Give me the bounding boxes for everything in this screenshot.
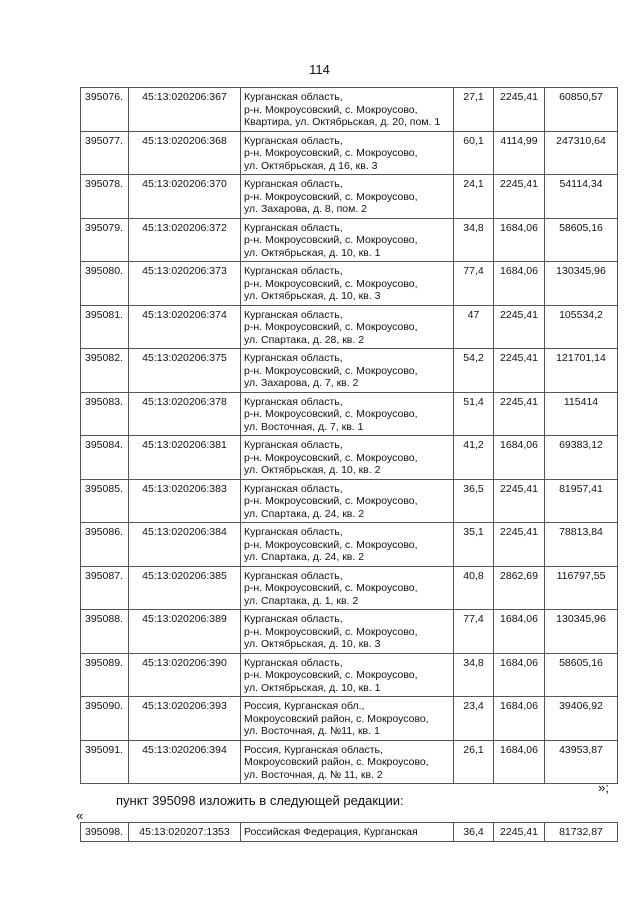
- area: 36,4: [454, 823, 494, 842]
- total-value: 121701,14: [545, 349, 618, 393]
- total-value: 43953,87: [545, 740, 618, 784]
- area: 41,2: [454, 436, 494, 480]
- address-line: р-н. Мокроусовский, с. Мокроусово,: [244, 451, 418, 464]
- address-line: ул. Октябрьская, д. 10, кв. 3: [244, 638, 381, 650]
- unit-price: 1684,06: [494, 697, 545, 741]
- total-value: 54114,34: [545, 175, 618, 219]
- address-line: р-н. Мокроусовский, с. Мокроусово,: [244, 321, 418, 333]
- area: 26,1: [454, 740, 494, 784]
- address: [241, 436, 454, 480]
- address: [241, 697, 454, 741]
- cadastral-number: 45:13:020206:368: [129, 131, 241, 175]
- total-value: 81957,41: [545, 479, 618, 523]
- cadastral-number: 45:13:020206:383: [129, 479, 241, 523]
- cadastral-number: 45:13:020206:372: [129, 218, 241, 262]
- address-line: ул. Спартака, д. 1, кв. 2: [244, 594, 359, 607]
- table-row: [81, 740, 618, 784]
- address-line: ул. Захарова, д. 7, кв. 2: [244, 377, 359, 389]
- address: [241, 131, 454, 175]
- address-line: Курганская область,: [244, 395, 343, 408]
- total-value: 78813,84: [545, 523, 618, 567]
- cadastral-number: 45:13:020206:373: [129, 262, 241, 306]
- address-line: р-н. Мокроусовский, с. Мокроусово,: [244, 103, 418, 116]
- area: 24,1: [454, 175, 494, 219]
- row-number: 395084.: [81, 436, 129, 480]
- address-line: Мокроусовский район, с. Мокроусово,: [244, 712, 429, 725]
- address-line: ул. Спартака, д. 28, кв. 2: [244, 333, 365, 346]
- row-number: 395083.: [81, 392, 129, 436]
- area: 40,8: [454, 566, 494, 610]
- row-number: 395091.: [81, 740, 129, 784]
- cadastral-number: 45:13:020206:367: [129, 88, 241, 132]
- total-value: 105534,2: [545, 305, 618, 349]
- table-row: [81, 610, 618, 654]
- address: [241, 479, 454, 523]
- row-number: 395078.: [81, 175, 129, 219]
- cadastral-number: 45:13:020206:374: [129, 305, 241, 349]
- address-line: ул. Восточная, д. №11, кв. 1: [244, 725, 380, 737]
- address: [241, 305, 454, 349]
- area: 54,2: [454, 349, 494, 393]
- table-row: [81, 131, 618, 175]
- amended-row-table: [80, 822, 618, 842]
- cadastral-number: 45:13:020206:375: [129, 349, 241, 393]
- total-value: 130345,96: [545, 610, 618, 654]
- area: 77,4: [454, 262, 494, 306]
- cadastral-number: 45:13:020207:1353: [129, 823, 241, 842]
- table-row: [81, 305, 618, 349]
- table-row: [81, 392, 618, 436]
- row-number: 395088.: [81, 610, 129, 654]
- address: [241, 262, 454, 306]
- address-line: Курганская область,: [244, 178, 343, 190]
- total-value: 58605,16: [545, 653, 618, 697]
- address-line: р-н. Мокроусовский, с. Мокроусово,: [244, 190, 418, 203]
- address: [241, 349, 454, 393]
- address-line: Курганская область,: [244, 221, 343, 234]
- property-table: [80, 87, 618, 784]
- table-row: [81, 479, 618, 523]
- address-line: Курганская область,: [244, 134, 343, 147]
- row-number: 395076.: [81, 88, 129, 132]
- area: 47: [454, 305, 494, 349]
- table-row: [81, 566, 618, 610]
- amendment-instruction: пункт 395098 изложить в следующей редакции:: [116, 793, 404, 808]
- row-number: 395098.: [81, 823, 129, 842]
- address-line: Курганская область,: [244, 482, 343, 495]
- address-line: р-н. Мокроусовский, с. Мокроусово,: [244, 538, 418, 551]
- row-number: 395085.: [81, 479, 129, 523]
- row-number: 395077.: [81, 131, 129, 175]
- address-line: ул. Спартака, д. 24, кв. 2: [244, 507, 365, 520]
- table-row: [81, 349, 618, 393]
- cadastral-number: 45:13:020206:378: [129, 392, 241, 436]
- unit-price: 2245,41: [494, 392, 545, 436]
- unit-price: 2862,69: [494, 566, 545, 610]
- unit-price: 2245,41: [494, 88, 545, 132]
- row-number: 395079.: [81, 218, 129, 262]
- row-number: 395086.: [81, 523, 129, 567]
- address: [241, 610, 454, 654]
- address-line: ул. Октябрьская, д. 10, кв. 1: [244, 246, 381, 259]
- row-number: 395081.: [81, 305, 129, 349]
- cadastral-number: 45:13:020206:389: [129, 610, 241, 654]
- unit-price: 2245,41: [494, 823, 545, 842]
- row-number: 395080.: [81, 262, 129, 306]
- table-row: [81, 523, 618, 567]
- unit-price: 1684,06: [494, 740, 545, 784]
- unit-price: 1684,06: [494, 653, 545, 697]
- total-value: 69383,12: [545, 436, 618, 480]
- area: 34,8: [454, 653, 494, 697]
- address-line: Россия, Курганская обл.,: [244, 700, 365, 712]
- unit-price: 2245,41: [494, 523, 545, 567]
- address: [241, 523, 454, 567]
- address-line: р-н. Мокроусовский, с. Мокроусово,: [244, 364, 418, 377]
- address-line: р-н. Мокроусовский, с. Мокроусово,: [244, 582, 418, 594]
- cadastral-number: 45:13:020206:393: [129, 697, 241, 741]
- address-line: Курганская область,: [244, 308, 343, 321]
- address-line: Курганская область,: [244, 439, 343, 451]
- address-line: Курганская область,: [244, 526, 343, 538]
- unit-price: 1684,06: [494, 436, 545, 480]
- property-table-body: [81, 88, 618, 784]
- row-number: 395087.: [81, 566, 129, 610]
- table-row: [81, 218, 618, 262]
- address: [241, 740, 454, 784]
- address-line: Курганская область,: [244, 265, 343, 277]
- table-row: [81, 653, 618, 697]
- total-value: 39406,92: [545, 697, 618, 741]
- total-value: 130345,96: [545, 262, 618, 306]
- unit-price: 4114,99: [494, 131, 545, 175]
- cadastral-number: 45:13:020206:370: [129, 175, 241, 219]
- opening-quote: «: [76, 808, 84, 823]
- table-row: [81, 823, 618, 842]
- page-number: 114: [309, 62, 330, 77]
- cadastral-number: 45:13:020206:384: [129, 523, 241, 567]
- address: [241, 218, 454, 262]
- total-value: 60850,57: [545, 88, 618, 132]
- address: [241, 175, 454, 219]
- total-value: 247310,64: [545, 131, 618, 175]
- address-line: р-н. Мокроусовский, с. Мокроусово,: [244, 277, 418, 290]
- area: 36,5: [454, 479, 494, 523]
- address-line: р-н. Мокроусовский, с. Мокроусово,: [244, 625, 418, 638]
- cadastral-number: 45:13:020206:385: [129, 566, 241, 610]
- address-line: р-н. Мокроусовский, с. Мокроусово,: [244, 495, 418, 507]
- unit-price: 1684,06: [494, 610, 545, 654]
- address-line: Курганская область,: [244, 569, 343, 582]
- area: 23,4: [454, 697, 494, 741]
- address-line: Курганская область,: [244, 352, 343, 364]
- total-value: 81732,87: [545, 823, 618, 842]
- area: 51,4: [454, 392, 494, 436]
- total-value: 58605,16: [545, 218, 618, 262]
- table-row: [81, 175, 618, 219]
- address-line: Мокроусовский район, с. Мокроусово,: [244, 756, 429, 768]
- closing-quote: »;: [598, 780, 609, 795]
- row-number: 395082.: [81, 349, 129, 393]
- address: Российская Федерация, Курганская: [241, 823, 454, 842]
- total-value: 115414: [545, 392, 618, 436]
- cadastral-number: 45:13:020206:394: [129, 740, 241, 784]
- address-line: ул. Спартака, д. 24, кв. 2: [244, 551, 365, 563]
- area: 77,4: [454, 610, 494, 654]
- area: 35,1: [454, 523, 494, 567]
- area: 27,1: [454, 88, 494, 132]
- address-line: р-н. Мокроусовский, с. Мокроусово,: [244, 408, 418, 420]
- address-line: Квартира, ул. Октябрьская, д. 20, пом. 1: [244, 116, 441, 128]
- address-line: ул. Восточная, д. 7, кв. 1: [244, 420, 364, 433]
- address-line: ул. Октябрьская, д 16, кв. 3: [244, 159, 378, 172]
- address-line: Курганская область,: [244, 656, 343, 669]
- unit-price: 2245,41: [494, 479, 545, 523]
- address-line: ул. Октябрьская, д. 10, кв. 1: [244, 681, 381, 694]
- unit-price: 1684,06: [494, 262, 545, 306]
- cadastral-number: 45:13:020206:390: [129, 653, 241, 697]
- address-line: ул. Восточная, д. № 11, кв. 2: [244, 768, 383, 781]
- address: [241, 566, 454, 610]
- address-line: ул. Октябрьская, д. 10, кв. 2: [244, 464, 381, 476]
- area: 34,8: [454, 218, 494, 262]
- row-number: 395089.: [81, 653, 129, 697]
- table-row: [81, 697, 618, 741]
- unit-price: 2245,41: [494, 175, 545, 219]
- address-line: р-н. Мокроусовский, с. Мокроусово,: [244, 669, 418, 681]
- row-number: 395090.: [81, 697, 129, 741]
- address: [241, 392, 454, 436]
- table-row: [81, 436, 618, 480]
- address-line: р-н. Мокроусовский, с. Мокроусово,: [244, 234, 418, 246]
- address-line: Россия, Курганская область,: [244, 743, 383, 756]
- unit-price: 1684,06: [494, 218, 545, 262]
- cadastral-number: 45:13:020206:381: [129, 436, 241, 480]
- table-row: [81, 88, 618, 132]
- address-line: Курганская область,: [244, 91, 343, 103]
- address-line: ул. Захарова, д. 8, пом. 2: [244, 203, 368, 215]
- area: 60,1: [454, 131, 494, 175]
- unit-price: 2245,41: [494, 349, 545, 393]
- address-line: Курганская область,: [244, 613, 343, 625]
- total-value: 116797,55: [545, 566, 618, 610]
- address-line: р-н. Мокроусовский, с. Мокроусово,: [244, 147, 418, 159]
- address-line: ул. Октябрьская, д. 10, кв. 3: [244, 290, 381, 302]
- address: [241, 653, 454, 697]
- table-row: [81, 262, 618, 306]
- address: [241, 88, 454, 132]
- unit-price: 2245,41: [494, 305, 545, 349]
